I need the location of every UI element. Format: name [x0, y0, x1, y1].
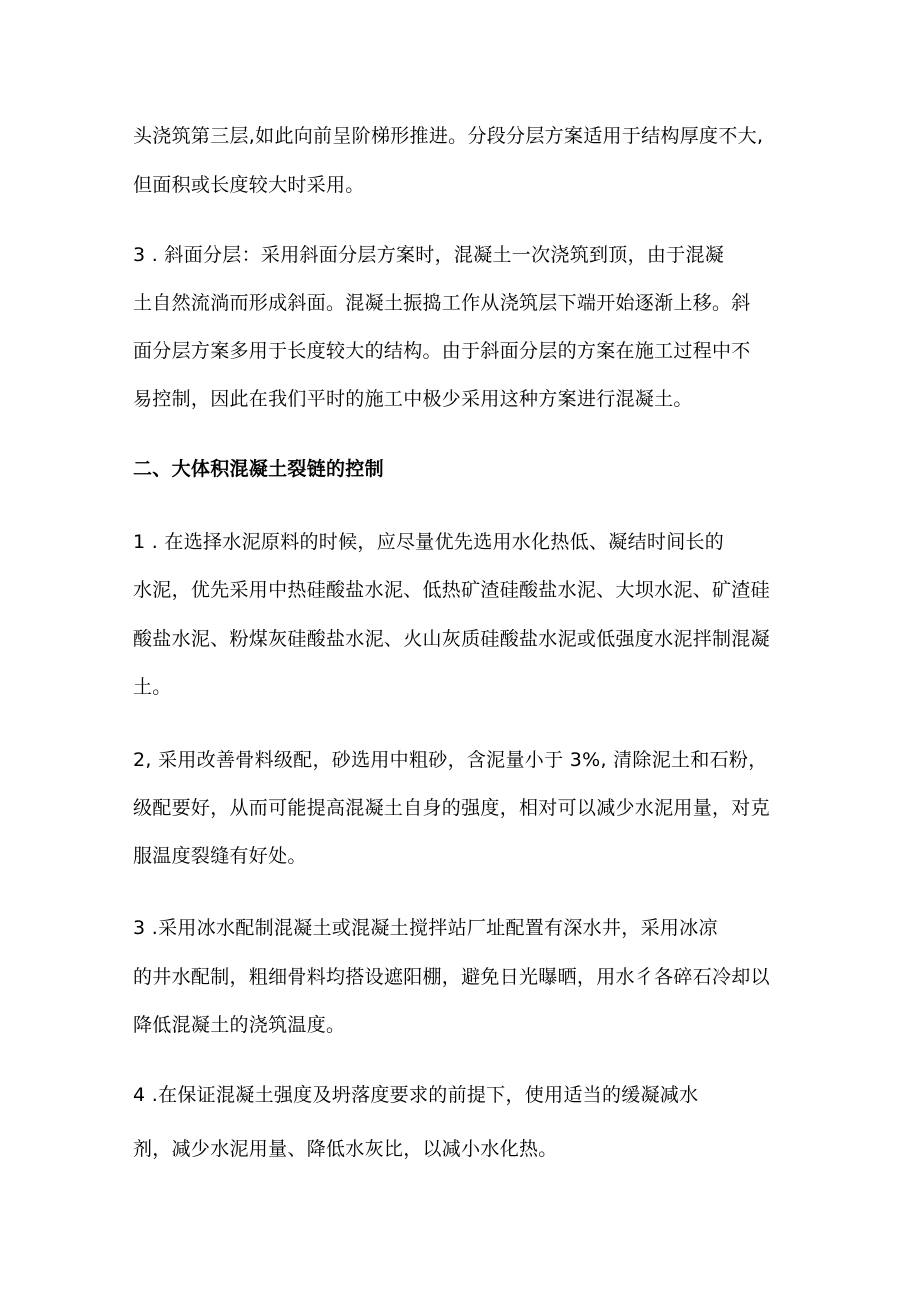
paragraph-6-line-1: 4 .在保证混凝土强度及坍落度要求的前提下，使用适当的缓凝减水: [133, 1084, 699, 1106]
paragraph-2-line-2: 土自然流淌而形成斜面。混凝土振捣工作从浇筑层下端开始逐渐上移。斜: [133, 292, 751, 314]
section-heading: 二、大体积混凝土裂链的控制: [133, 458, 384, 480]
paragraph-2-line-4: 易控制，因此在我们平时的施工中极少采用这种方案进行混凝土。: [133, 388, 693, 410]
paragraph-5-line-2: 的井水配制，粗细骨料均搭设遮阳棚，避免日光曝晒，用水彳各碎石冷却以: [133, 966, 770, 988]
paragraph-2-line-3: 面分层方案多用于长度较大的结构。由于斜面分层的方案在施工过程中不: [133, 340, 751, 362]
paragraph-4-line-3: 服温度裂缝有好处。: [133, 845, 307, 867]
paragraph-1-line-2: 但面积或长度较大时采用。: [133, 174, 365, 196]
paragraph-6-line-2: 剂，减少水泥用量、降低水灰比，以减小水化热。: [133, 1138, 558, 1160]
paragraph-3-line-3: 酸盐水泥、粉煤灰硅酸盐水泥、火山灰质硅酸盐水泥或低强度水泥拌制混凝: [133, 628, 770, 650]
paragraph-1-line-1: 头浇筑第三层,如此向前呈阶梯形推进。分段分层方案适用于结构厚度不大,: [133, 125, 764, 147]
paragraph-4-line-1: 2, 采用改善骨料级配，砂选用中粗砂，含泥量小于 3%, 清除泥土和石粉，: [133, 749, 768, 771]
paragraph-5-line-1: 3 .采用冰水配制混凝土或混凝土搅拌站厂址配置有深水井，采用冰凉: [133, 917, 718, 939]
paragraph-3-line-1: 1 . 在选择水泥原料的时候，应尽量优先选用水化热低、凝结时间长的: [133, 531, 725, 553]
paragraph-3-line-4: 土。: [133, 676, 172, 698]
paragraph-4-line-2: 级配要好，从而可能提高混凝土自身的强度，相对可以减少水泥用量，对克: [133, 797, 770, 819]
paragraph-5-line-3: 降低混凝土的浇筑温度。: [133, 1014, 346, 1036]
paragraph-3-line-2: 水泥，优先采用中热硅酸盐水泥、低热矿渣硅酸盐水泥、大坝水泥、矿渣硅: [133, 579, 770, 601]
paragraph-2-line-1: 3 . 斜面分层：采用斜面分层方案时，混凝土一次浇筑到顶，由于混凝: [133, 244, 725, 266]
